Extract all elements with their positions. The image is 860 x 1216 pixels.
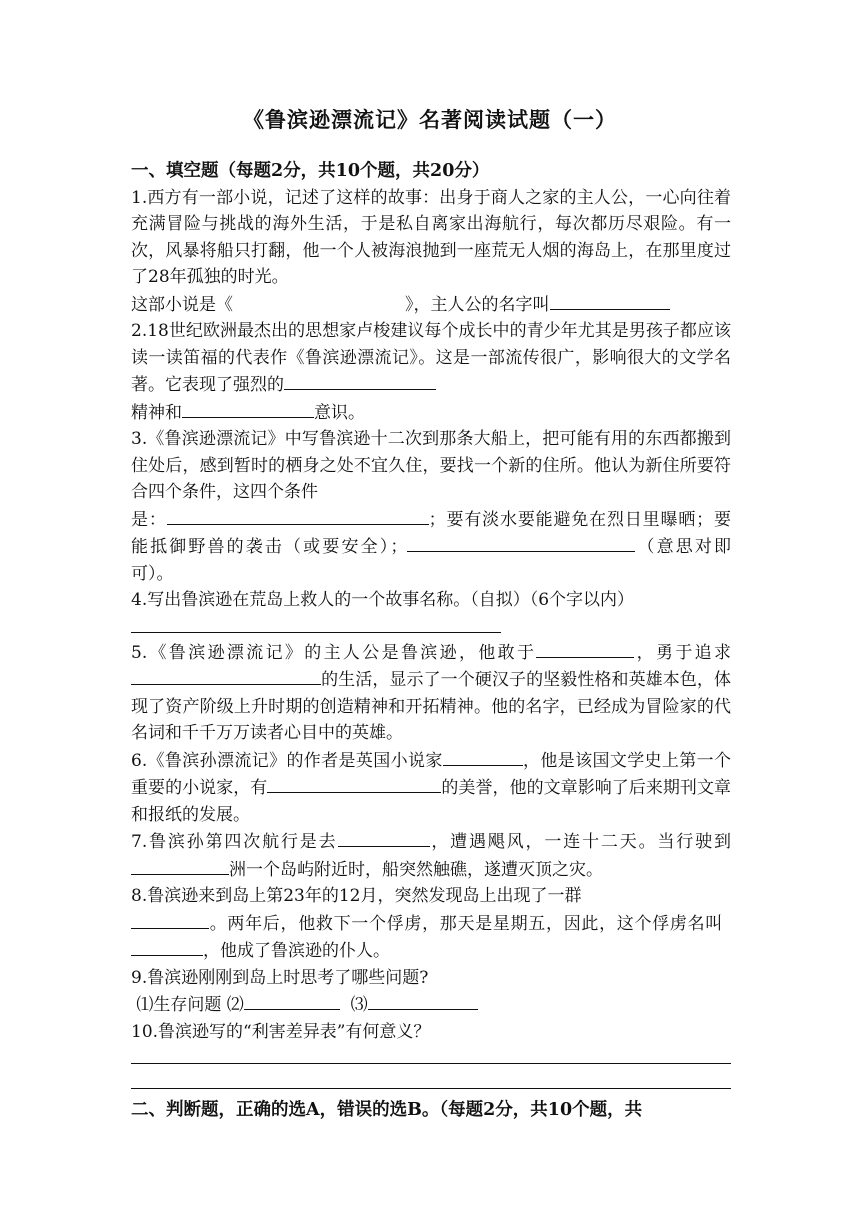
question-2 (131, 318, 731, 426)
question-1-answer-line (131, 291, 731, 319)
question-7 (131, 828, 731, 883)
q9-a: ⑴生存问题 ⑵ (136, 995, 244, 1015)
q10-answer-line-1[interactable] (131, 1045, 731, 1064)
q2-mid: 精神和 (131, 402, 182, 423)
exam-content (131, 158, 731, 1124)
q9-blank-1[interactable] (244, 991, 340, 1010)
q8-blank-1[interactable] (131, 910, 209, 929)
question-1 (131, 185, 731, 291)
q3-c: （意思对即可）。 (131, 537, 732, 584)
question-9-answers (131, 991, 731, 1019)
q7-a: 7.鲁滨孙第四次航行是去 (131, 832, 338, 852)
q6-blank-1[interactable] (443, 747, 523, 766)
question-9: 9.鲁滨逊刚刚到岛上时思考了哪些问题? (131, 967, 429, 988)
q2-blank-2[interactable] (182, 399, 314, 418)
q3-b: ；要有淡水要能避免在烈日里曝晒；要能抵御野兽的袭击（或要安全）； (131, 509, 732, 557)
q3-blank-2[interactable] (407, 533, 635, 552)
question-5 (131, 639, 731, 747)
q9-b: ⑶ (350, 995, 368, 1015)
question-10: 10.鲁滨逊写的“利害差异表”有何意义？ (131, 1021, 431, 1042)
q1-book-label: 这部小说是《 (131, 294, 233, 315)
q2-end: 意识。 (314, 402, 365, 423)
q5-c: 的生活，显示了一个硬汉子的坚毅性格和英雄本色，体现了资产阶级上升时期的创造精神和开拓精神。他的名字，已经成为冒险家的代名词和千千万万读者心目中的英雄。 (131, 670, 731, 743)
q3-blank-1[interactable] (167, 506, 429, 525)
q8-a: 8.鲁滨逊来到岛上第23年的12月，突然发现岛上出现了一群 (131, 886, 582, 906)
q6-b: ，他是该国文学史上第一个重要的小说家，有 (131, 750, 731, 798)
q5-blank-2[interactable] (131, 666, 321, 685)
q1-text: 1.西方有一部小说，记述了这样的故事：出身于商人之家的主人公，一心向往着充满冒险与挑战的海外生活，于是私自离家出海航行，每次都历尽艰险。有一次，风暴将船只打翻，他一个人被海浪抛到一座荒无人烟的海岛上，在那里度过了28年孤独的时光。 (131, 187, 731, 287)
q5-blank-1[interactable] (536, 639, 634, 658)
q8-b: 。两年后，他救下一个俘虏，那天是星期五，因此，这个俘虏名叫 (209, 913, 723, 934)
q9-blank-2[interactable] (368, 991, 478, 1010)
q3-a: 是： (131, 509, 167, 530)
q8-c: ，他成了鲁滨逊的仆人。 (203, 941, 390, 961)
q8-blank-2[interactable] (131, 937, 203, 956)
q1-hero-label: 》，主人公的名字叫 (405, 294, 550, 315)
section-1-heading: 一、填空题（每题2分，共10个题，共20分） (131, 161, 490, 181)
q1-hero-blank[interactable] (550, 291, 670, 310)
q5-b: ，勇于追求 (634, 642, 731, 663)
page-title: 《鲁滨逊漂流记》名著阅读试题（一） (243, 107, 617, 132)
section-2-heading: 二、判断题，正确的选A，错误的选B。（每题2分，共10个题，共 (131, 1100, 643, 1120)
q7-blank-1[interactable] (338, 828, 430, 847)
q2-text: 2.18世纪欧洲最杰出的思想家卢梭建议每个成长中的青少年尤其是男孩子都应该读一读笛福的代表作《鲁滨逊漂流记》。这是一部流传很广，影响很大的文学名著。它表现了强烈的 (131, 321, 731, 395)
q6-blank-2[interactable] (267, 774, 441, 793)
q10-answer-line-2[interactable] (131, 1070, 731, 1089)
q4-answer-line[interactable] (131, 614, 501, 633)
q7-b: ，遭遇飓风，一连十二天。当行驶到 (429, 832, 731, 852)
q6-c: 的美誉，他的文章影响了后来期刊文章和报纸的发展。 (131, 778, 732, 825)
question-8 (131, 883, 731, 965)
q2-blank-1[interactable] (284, 371, 436, 390)
question-4: 4.写出鲁滨逊在荒岛上救人的一个故事名称。（自拟）（6个字以内） (131, 590, 635, 610)
q7-blank-2[interactable] (131, 856, 229, 875)
question-3 (131, 426, 731, 587)
q7-c: 洲一个岛屿附近时，船突然触礁，遂遭灭顶之灾。 (229, 859, 603, 880)
question-6 (131, 747, 731, 829)
q6-a: 6.《鲁滨孙漂流记》的作者是英国小说家 (131, 750, 443, 771)
q3-text: 3.《鲁滨逊漂流记》中写鲁滨逊十二次到那条大船上，把可能有用的东西都搬到住处后，感到暂时的栖身之处不宜久住，要找一个新的住所。他认为新住所要符合四个条件，这四个条件 (131, 429, 731, 502)
q5-a: 5.《鲁滨逊漂流记》的主人公是鲁滨逊，他敢于 (131, 642, 537, 663)
